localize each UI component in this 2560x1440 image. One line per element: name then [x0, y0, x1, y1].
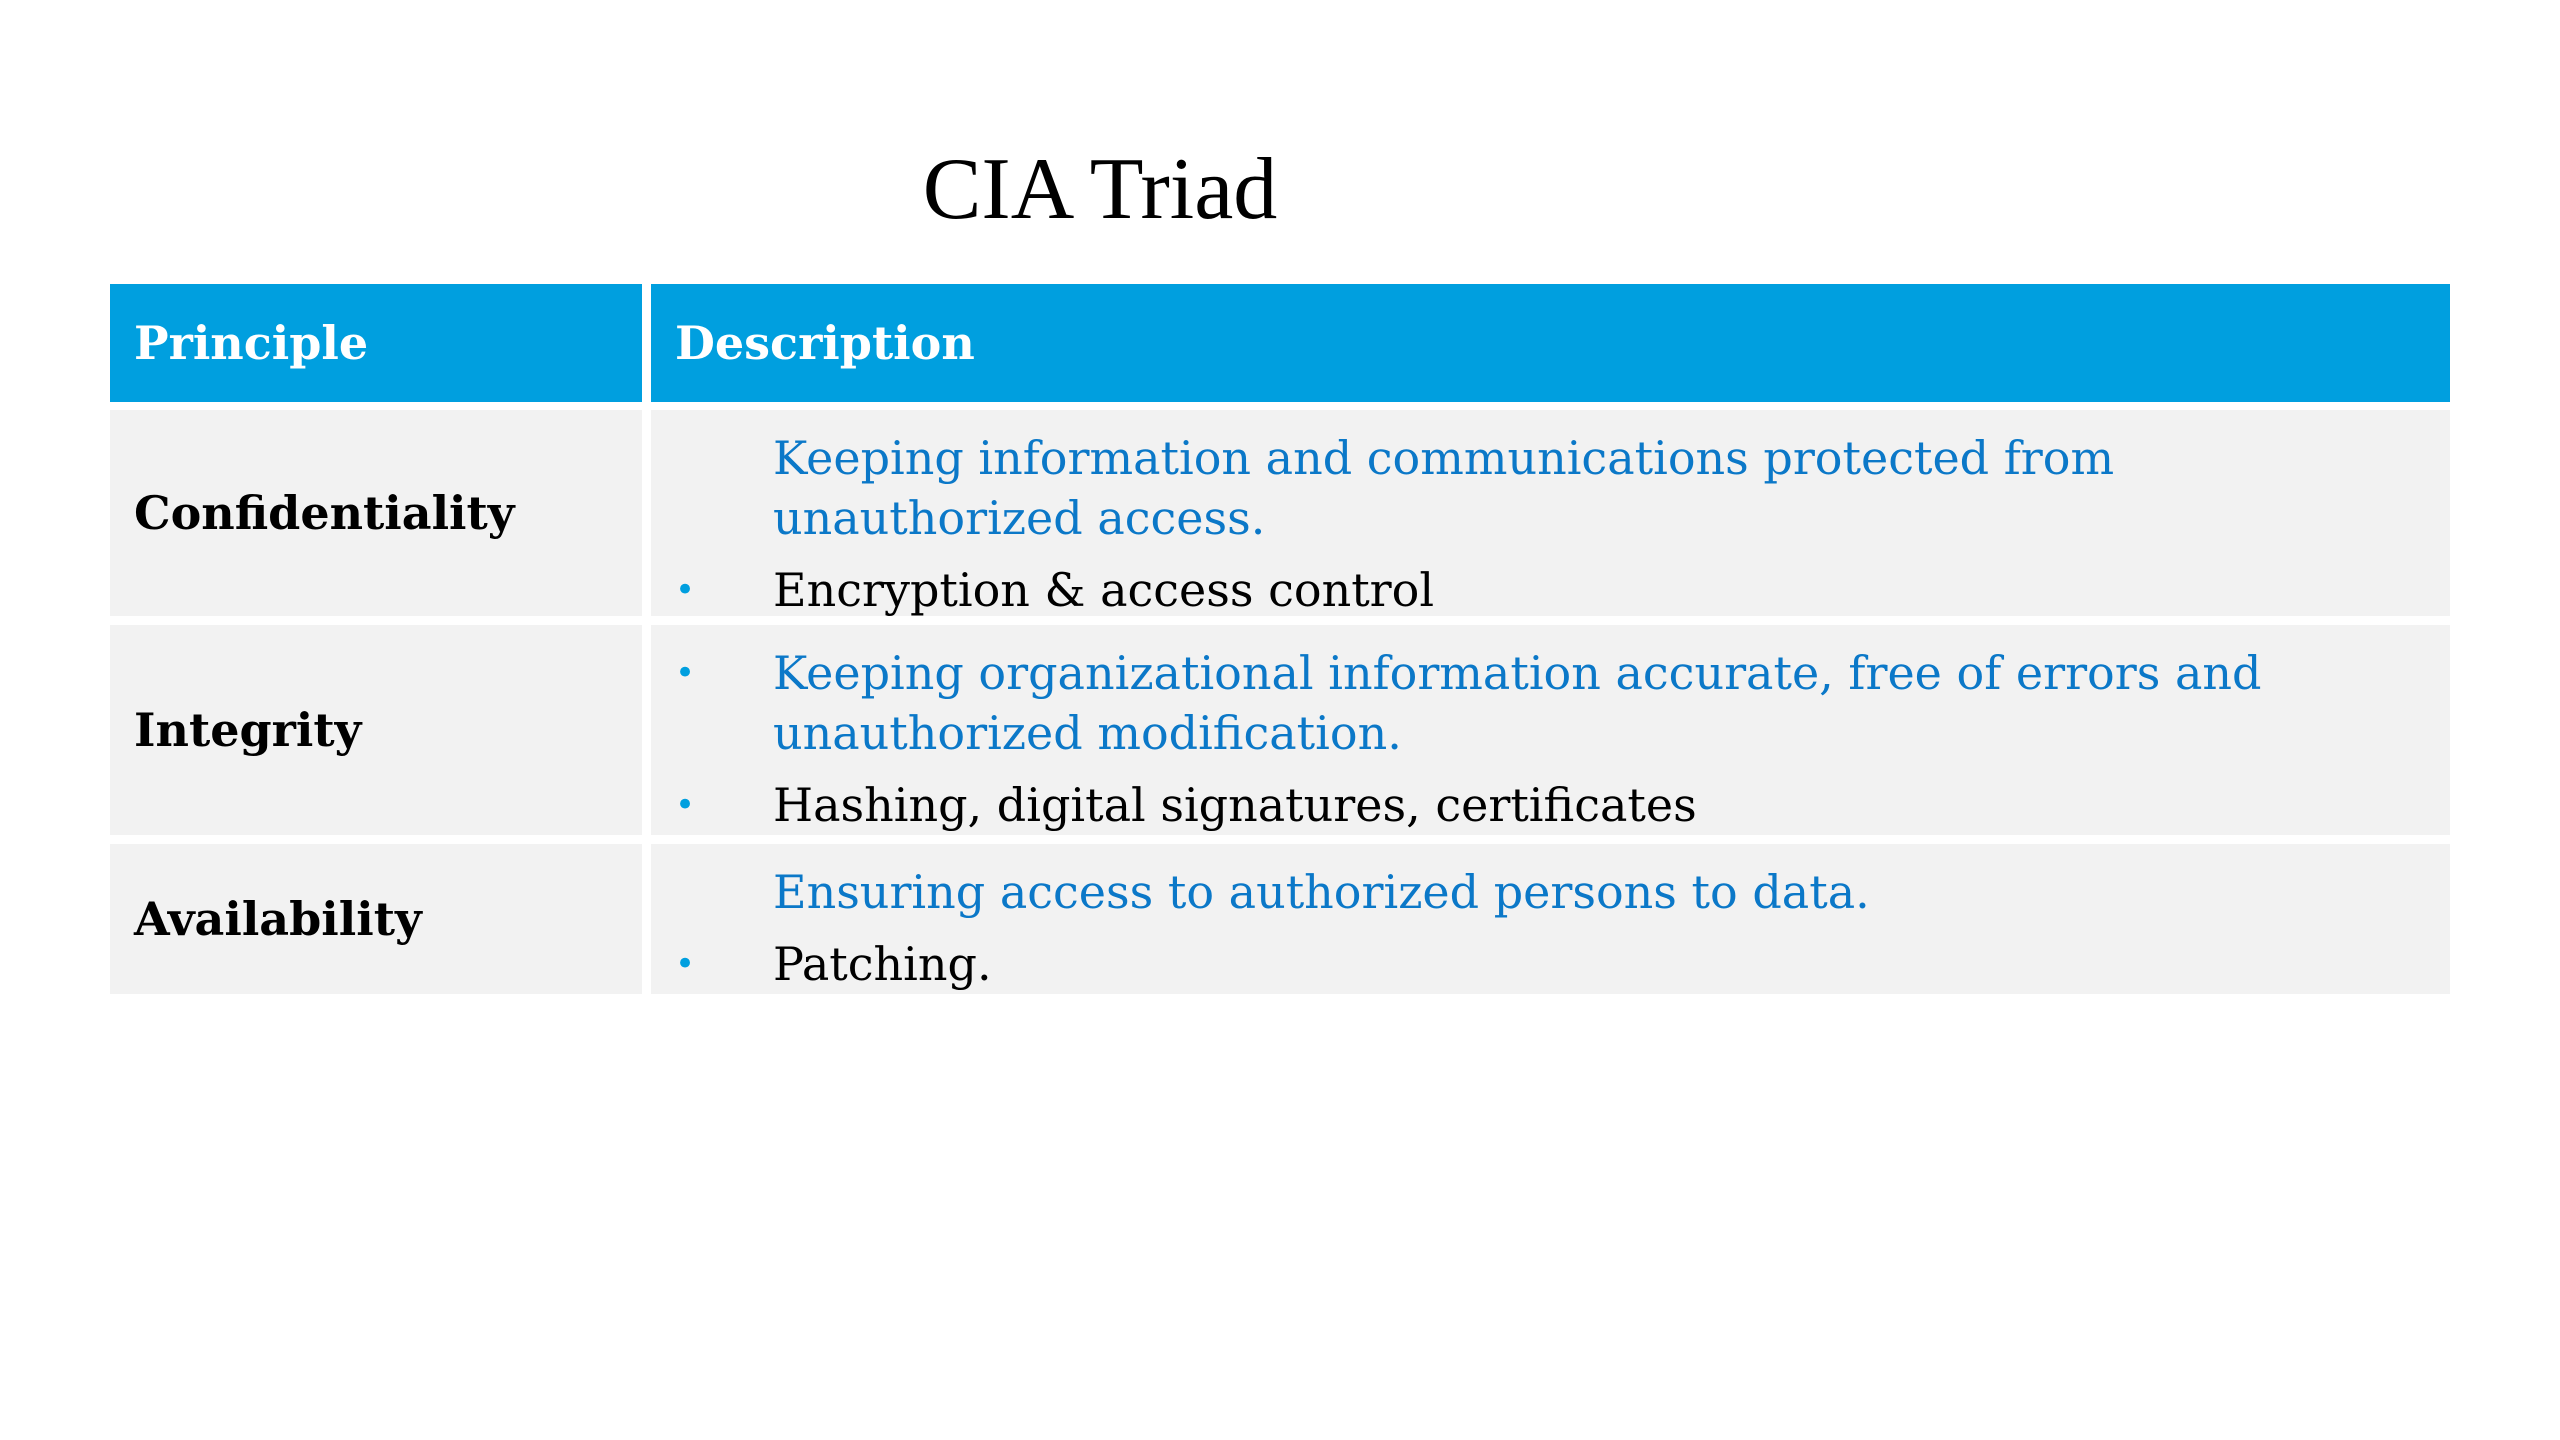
bullet-icon: •: [675, 785, 696, 825]
bullet-icon: •: [675, 570, 696, 610]
definition-text: Keeping organizational information accurate, free of errors and unauthorized modification.: [773, 646, 2262, 760]
example-text: Hashing, digital signatures, certificates: [773, 778, 1697, 832]
definition-line: [675, 862, 2430, 922]
description-cell: [651, 625, 2450, 835]
description-cell: [651, 410, 2450, 616]
example-text: Encryption & access control: [773, 563, 1435, 617]
table-row: [110, 410, 2450, 616]
header-description: Description: [651, 284, 2450, 402]
bullet-icon: •: [675, 653, 696, 693]
definition-text: Keeping information and communications protected from unauthorized access.: [773, 431, 2115, 545]
principle-availability: Availability: [110, 844, 642, 994]
principle-confidentiality: Confidentiality: [110, 410, 642, 616]
header-principle: Principle: [110, 284, 642, 402]
table-row: [110, 844, 2450, 994]
definition-line: [675, 428, 2430, 548]
table-header-row: [110, 284, 2450, 402]
cia-table: [110, 284, 2450, 1003]
description-cell: [651, 844, 2450, 994]
example-line: [675, 560, 2430, 620]
bullet-icon: •: [675, 944, 696, 984]
slide-title: CIA Triad: [922, 141, 1278, 238]
definition-line: [675, 643, 2430, 763]
example-line: [675, 775, 2430, 835]
table-row: [110, 625, 2450, 835]
definition-text: Ensuring access to authorized persons to data.: [773, 865, 1870, 919]
example-line: [675, 934, 2430, 994]
example-text: Patching.: [773, 937, 992, 991]
principle-integrity: Integrity: [110, 625, 642, 835]
